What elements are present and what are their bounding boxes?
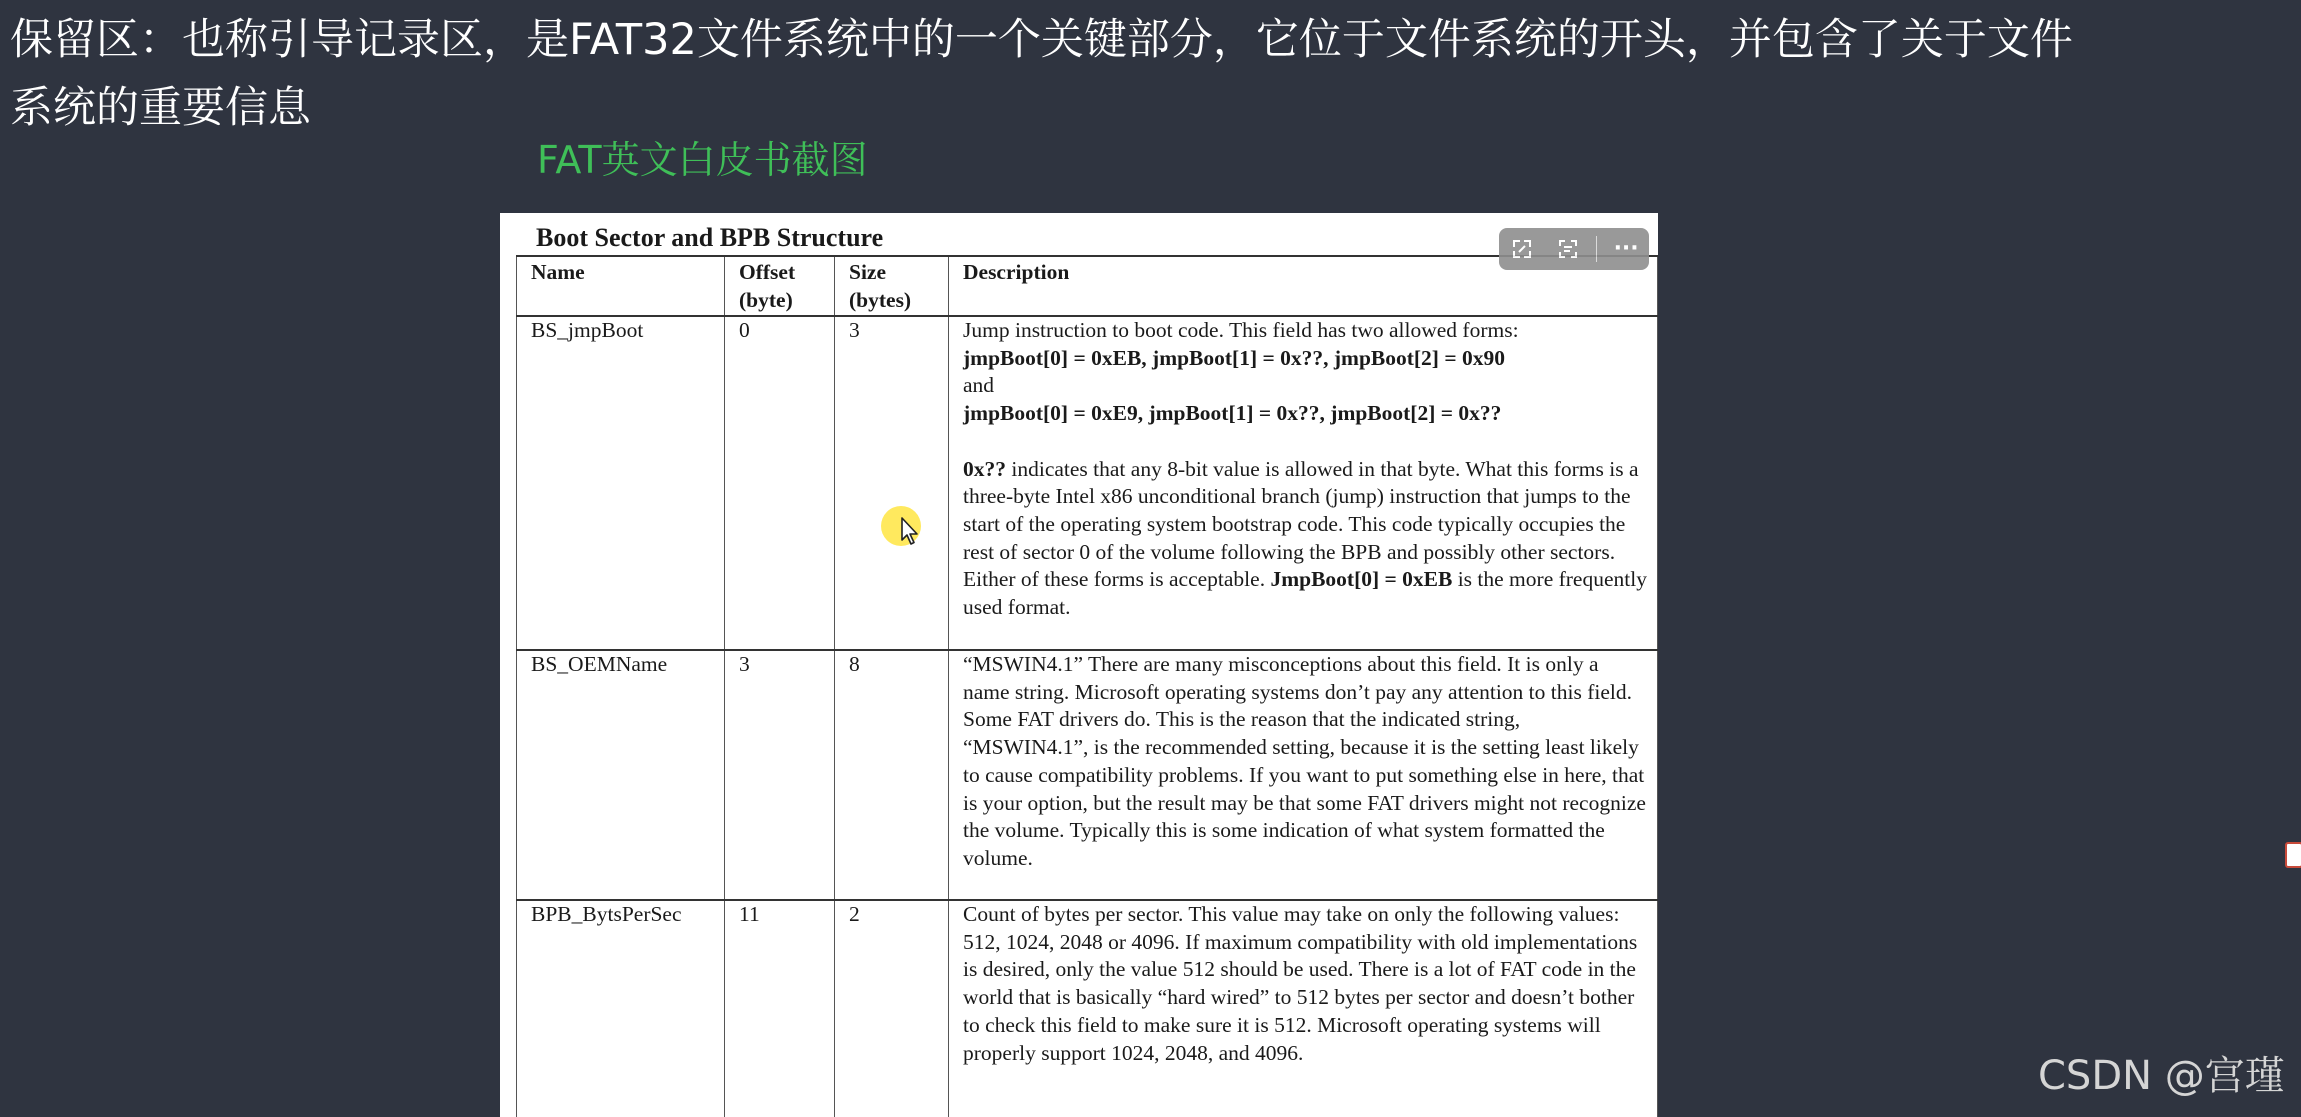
table-header-row <box>517 256 1658 316</box>
desc-paragraph <box>963 457 1647 620</box>
csdn-watermark: CSDN @宫瑾 <box>2038 1053 2285 1099</box>
column-header-name: Name <box>517 256 725 316</box>
fullscreen-button[interactable] <box>1505 232 1539 266</box>
cell-description <box>949 316 1658 650</box>
desc-bold-tail: JmpBoot[0] = 0xEB <box>1270 567 1453 592</box>
side-panel-tab[interactable] <box>2285 842 2301 868</box>
heading-line-2: 系统的重要信息 <box>10 83 311 133</box>
cell-offset: 0 <box>725 316 835 650</box>
desc-bold-lead: 0x?? <box>963 456 1006 481</box>
column-header-offset-line2: (byte) <box>739 287 793 312</box>
cell-description: Count of bytes per sector. This value may take on only the following values: 512, 1024, 2048 or 4096. If maximum compatibility with old implementations is desired, only the value 512 should be used. There is a lot of FAT code in the world that is basically “hard wired” to 512 bytes per sector and doesn’t bother to check this field to make sure it is 512. Microsoft operating systems will properly support 1024, 2048, and 4096. <box>949 900 1658 1117</box>
desc-end: is the more frequently used format. <box>963 567 1647 620</box>
cell-name: BS_jmpBoot <box>517 316 725 650</box>
desc-body: indicates that any 8-bit value is allowed in that byte. What this forms is a three-byte Intel x86 unconditional branch (jump) instruction that jumps to the start of the operating system bootstrap code. This code typically occupies the rest of sector 0 of the volume following the BPB and possibly other sectors. Either of these forms is acceptable. <box>963 456 1639 592</box>
cell-name: BS_OEMName <box>517 650 725 900</box>
mouse-pointer-icon <box>900 516 920 546</box>
cell-size: 8 <box>835 650 949 900</box>
cell-name: BPB_BytsPerSec <box>517 900 725 1117</box>
image-toolbar <box>1499 228 1649 270</box>
column-header-size-line2: (bytes) <box>849 287 912 312</box>
slide-heading <box>10 6 2300 142</box>
column-header-offset <box>725 256 835 316</box>
column-header-offset-line1: Offset <box>739 260 796 284</box>
cell-size: 3 <box>835 316 949 650</box>
bpb-structure-table <box>516 255 1658 1117</box>
screenshot-caption: FAT英文白皮书截图 <box>537 138 868 182</box>
more-icon: ··· <box>1613 236 1639 261</box>
paragraph-gap <box>963 428 1647 456</box>
cell-size: 2 <box>835 900 949 1117</box>
text-extract-button[interactable] <box>1551 232 1585 266</box>
column-header-size <box>835 256 949 316</box>
whitepaper-screenshot <box>500 213 1658 1117</box>
desc-form-2: jmpBoot[0] = 0xE9, jmpBoot[1] = 0x??, jmpBoot[2] = 0x?? <box>963 401 1502 426</box>
text-extract-icon <box>1557 238 1579 260</box>
heading-line-1: 保留区：也称引导记录区，是FAT32文件系统中的一个关键部分，它位于文件系统的开头，并包含了关于文件 <box>10 15 2073 65</box>
cell-offset: 3 <box>725 650 835 900</box>
column-header-size-line1: Size <box>849 260 887 284</box>
desc-form-1: jmpBoot[0] = 0xEB, jmpBoot[1] = 0x??, jmpBoot[2] = 0x90 <box>963 345 1505 370</box>
table-row <box>517 316 1658 650</box>
cell-description: “MSWIN4.1” There are many misconceptions about this field. It is only a name string. Microsoft operating systems don’t pay any attention to this field. Some FAT drivers do. This is the reason that the indicated string, “MSWIN4.1”, is the recommended setting, because it is the setting least likely to cause compatibility problems. If you want to put something else in here, that is your option, but the result may be that some FAT drivers might not recognize the volume. Typically this is some indication of what system formatted the volume. <box>949 650 1658 900</box>
toolbar-divider <box>1596 236 1597 262</box>
table-row <box>517 650 1658 900</box>
desc-intro: Jump instruction to boot code. This field has two allowed forms: <box>963 318 1519 342</box>
fullscreen-icon <box>1511 238 1533 260</box>
cell-offset: 11 <box>725 900 835 1117</box>
document-title: Boot Sector and BPB Structure <box>536 223 884 252</box>
more-button[interactable] <box>1609 232 1643 266</box>
desc-and: and <box>963 373 995 398</box>
column-header-description: Description <box>949 256 1658 316</box>
table-row <box>517 900 1658 1117</box>
